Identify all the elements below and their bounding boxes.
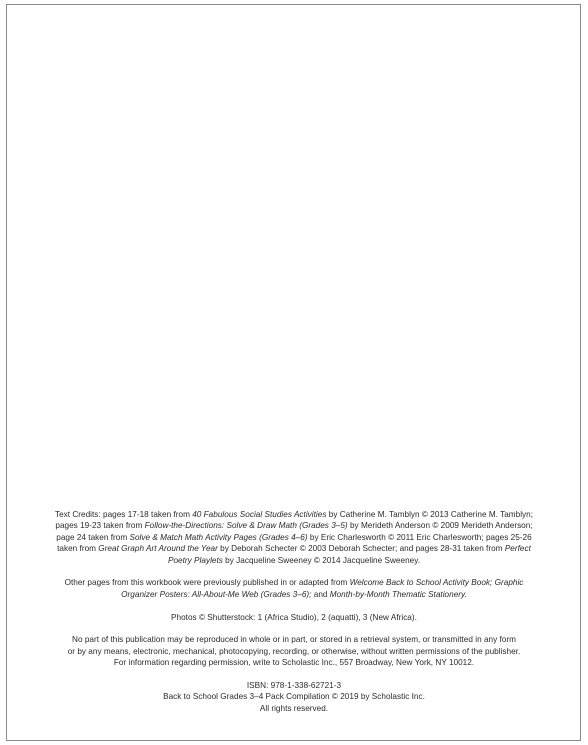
text-credits-paragraph xyxy=(48,509,540,566)
book-title: Month-by-Month Thematic Stationery. xyxy=(329,589,467,599)
copyright-credits xyxy=(48,509,540,714)
book-title: 40 Fabulous Social Studies Activities xyxy=(192,510,327,519)
book-title: Solve & Match Math Activity Pages (Grades 4–6) xyxy=(129,532,308,542)
text-credits-segment: by Deborah Schecter © 2003 Deborah Schecter; and pages 28-31 taken from xyxy=(217,544,505,554)
text-credits-segment: by Merideth Anderson © 2009 Merideth Anderson; page 24 taken from xyxy=(56,521,533,542)
other-pages-intro: Other pages from this workbook were previously published in or adapted from xyxy=(64,578,350,588)
text-credits-segment: by Jacqueline Sweeney © 2014 Jacqueline Sweeney. xyxy=(222,555,421,565)
all-rights-reserved: All rights reserved. xyxy=(259,703,329,713)
rights-notice-line: No part of this publication may be reproduced in whole or in part, or stored in a retrieval system, or transmitted in any form xyxy=(72,635,516,645)
rights-notice-line: For information regarding permission, write to Scholastic Inc., 557 Broadway, New York, NY 10012. xyxy=(113,658,475,668)
compilation-copyright: Back to School Grades 3–4 Pack Compilation © 2019 by Scholastic Inc. xyxy=(163,692,425,702)
rights-notice xyxy=(48,634,540,668)
text-credits-segment: by Catherine M. Tamblyn © 2013 Catherine M. Tamblyn; pages 19-23 taken from xyxy=(55,510,534,531)
other-pages-paragraph xyxy=(48,577,540,600)
isbn: ISBN: 978-1-338-62721-3 xyxy=(246,681,342,691)
book-title: Great Graph Art Around the Year xyxy=(98,544,218,554)
book-title: Welcome Back to School Activity Book; Graphic Organizer Posters: All-About-Me Web (Grades 3–6); xyxy=(121,578,524,599)
text-credits-segment: by Eric Charlesworth © 2011 Eric Charlesworth; pages 25-26 taken from xyxy=(57,532,532,554)
text-credits-intro: Text Credits: pages 17-18 taken from xyxy=(54,510,193,519)
book-title: Follow-the-Directions: Solve & Draw Math (Grades 3–5) xyxy=(144,521,348,531)
rights-notice-line: or by any means, electronic, mechanical, photocopying, recording, or otherwise, without written permissions of the publisher. xyxy=(67,646,521,656)
photo-credits: Photos © Shutterstock: 1 (Africa Studio), 2 (aquatti), 3 (New Africa). xyxy=(171,612,417,622)
book-title: Perfect Poetry Playlets xyxy=(167,544,531,565)
other-pages-segment: and xyxy=(311,589,330,599)
